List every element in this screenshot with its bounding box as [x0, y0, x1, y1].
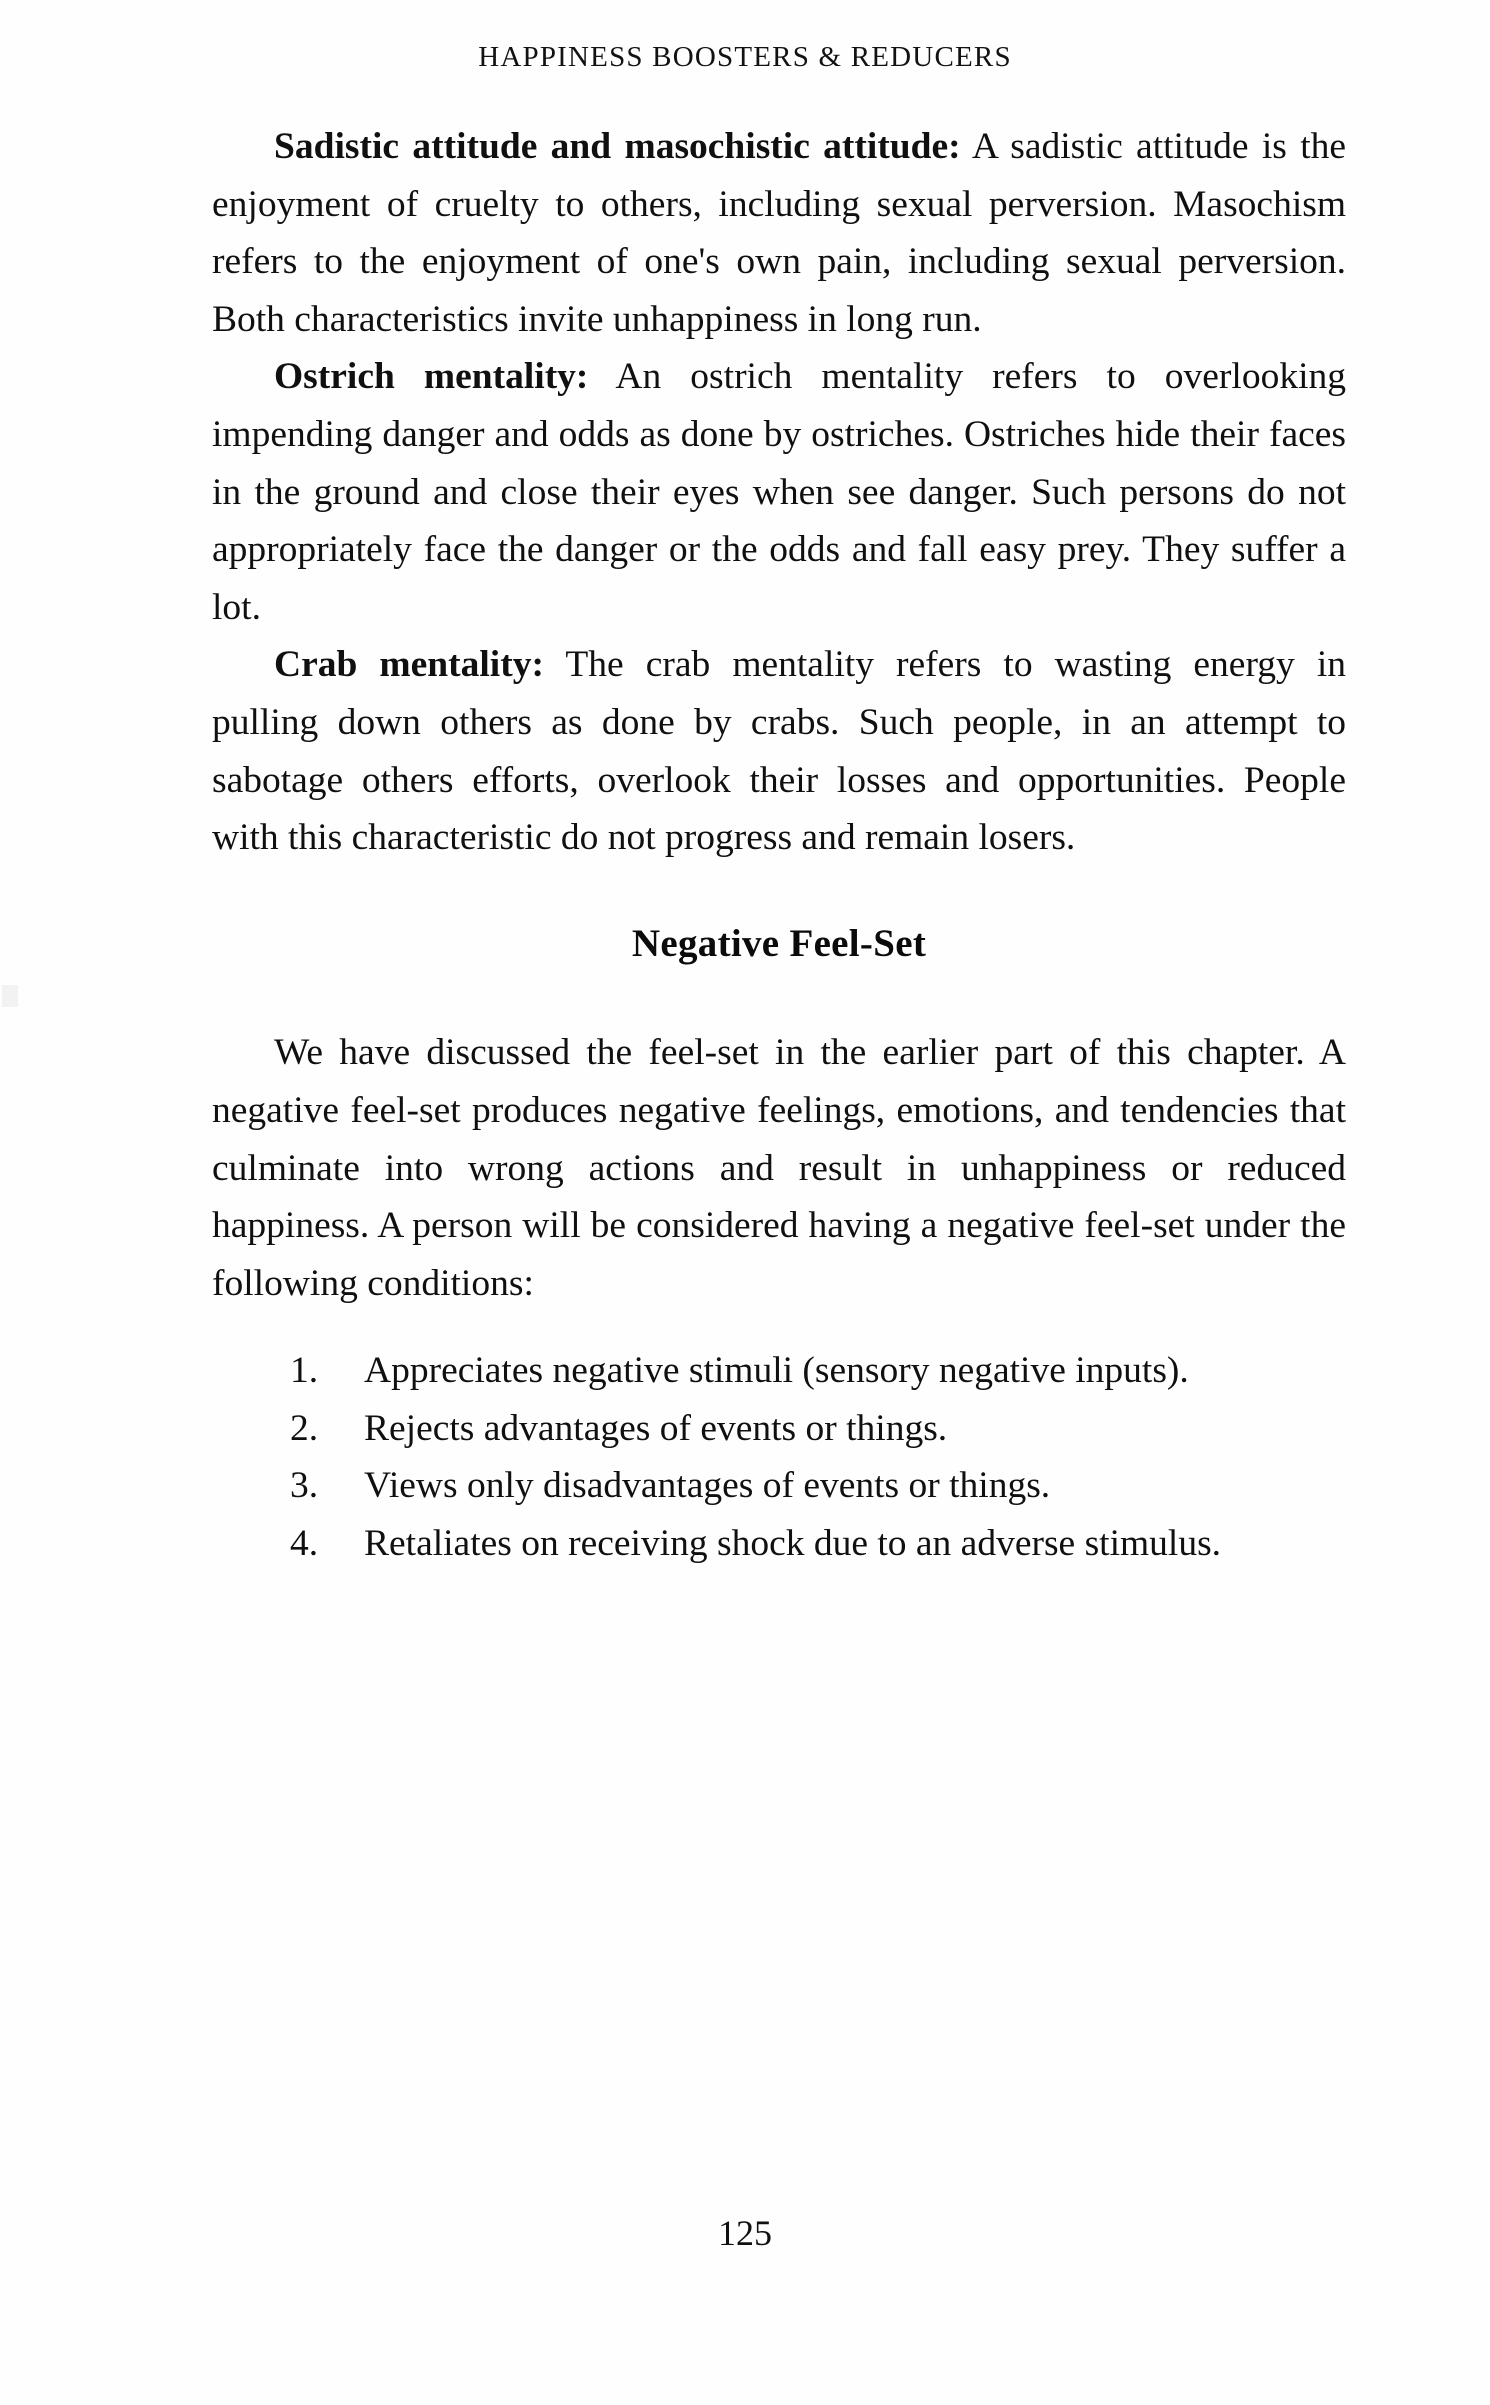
- running-head-text: HAPPINESS BOOSTERS & REDUCERS: [478, 41, 1012, 73]
- running-head: [0, 40, 1490, 74]
- conditions-list: [212, 1342, 1346, 1572]
- section-heading-negative-feel-set: Negative Feel-Set: [631, 921, 927, 965]
- list-item: [290, 1457, 1346, 1515]
- list-item-number: 4.: [290, 1523, 319, 1565]
- spacer-before-list: [212, 1312, 1346, 1342]
- term-ostrich-mentality: Ostrich mentality:: [274, 356, 589, 398]
- spacer-before-heading: [212, 867, 1346, 915]
- list-item-text: Appreciates negative stimuli (sensory negative inputs).: [364, 1350, 1189, 1392]
- scan-artifact: [2, 985, 18, 1007]
- paragraph-ostrich: [212, 348, 1346, 636]
- paragraph-ostrich-text: An ostrich mentality refers to overlooking impending danger and odds as done by ostriches. Ostriches hide their faces in the ground and close their eyes when see danger. Such persons do not appropriately face the danger or the odds and fall easy prey. They suffer a lot.: [212, 356, 1346, 628]
- list-item-number: 1.: [290, 1350, 319, 1392]
- paragraph-sadistic: [212, 118, 1346, 348]
- list-item: [290, 1342, 1346, 1400]
- paragraph-sadistic-text: A sadistic attitude is the enjoyment of cruelty to others, including sexual perversion. Masochism refers to the enjoyment of one's own pain, including sexual perversion. Both characteristics invite unhappiness in long run.: [212, 126, 1347, 340]
- list-item: [290, 1515, 1346, 1573]
- paragraph-crab: [212, 636, 1346, 866]
- page-number: 125: [718, 2213, 772, 2253]
- term-sadistic-attitude: Sadistic attitude and masochistic attitude:: [274, 126, 961, 167]
- text-block: [212, 118, 1346, 1573]
- list-item-text: Views only disadvantages of events or things.: [364, 1465, 1051, 1507]
- list-item: [290, 1400, 1346, 1458]
- list-item-text: Retaliates on receiving shock due to an adverse stimulus.: [364, 1523, 1222, 1565]
- list-item-number: 3.: [290, 1465, 319, 1507]
- term-crab-mentality: Crab mentality:: [274, 644, 544, 686]
- paragraph-crab-text: The crab mentality refers to wasting energy in pulling down others as done by crabs. Such people, in an attempt to sabotage others efforts, overlook their losses and opportunities. People with this characteristic do not progress and remain losers.: [212, 644, 1346, 859]
- list-item-number: 2.: [290, 1407, 319, 1449]
- paragraph-negative-feel-set-intro: We have discussed the feel-set in the earlier part of this chapter. A negative feel-set produces negative feelings, emotions, and tendencies that culminate into wrong actions and result in unhappiness or reduced happiness. A person will be considered having a negative feel-set under the following conditions:: [212, 1032, 1346, 1304]
- spacer-after-heading: [212, 972, 1346, 1024]
- list-item-text: Rejects advantages of events or things.: [364, 1407, 948, 1449]
